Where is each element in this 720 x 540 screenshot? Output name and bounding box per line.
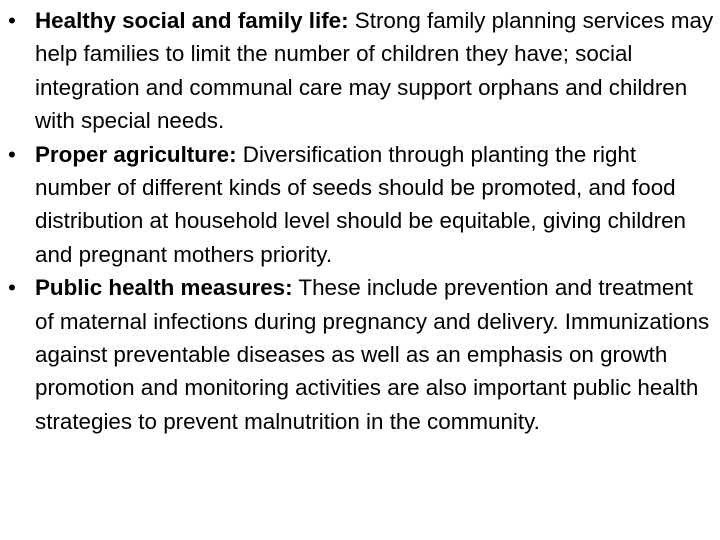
bullet-term: Healthy social and family life: (35, 8, 349, 33)
bullet-text: Diversification through planting the right number of different kinds of seeds should be promoted, and food distribution at household level should be equitable, giving children and pregnant mothers priority. (35, 141, 687, 267)
bullet-item-social-family (8, 4, 714, 138)
bullet-list (8, 4, 714, 438)
bullet-marker: • (8, 275, 16, 301)
bullet-item-public-health (8, 271, 714, 438)
bullet-marker: • (8, 141, 16, 167)
bullet-term: Proper agriculture: (35, 141, 237, 167)
bullet-marker: • (8, 8, 16, 33)
bullet-item-agriculture (8, 138, 714, 272)
bullet-term: Public health measures: (35, 275, 293, 301)
bullet-text: These include prevention and treatment of maternal infections during pregnancy and delivery. Immunizations against preventable diseases as well as an emphasis on growth promotion and monitoring activities are also important public health strategies to prevent malnutrition in the community. (35, 275, 710, 434)
bullet-text: Strong family planning services may help families to limit the number of children they have; social integration and communal care may support orphans and children with special needs. (35, 8, 714, 134)
